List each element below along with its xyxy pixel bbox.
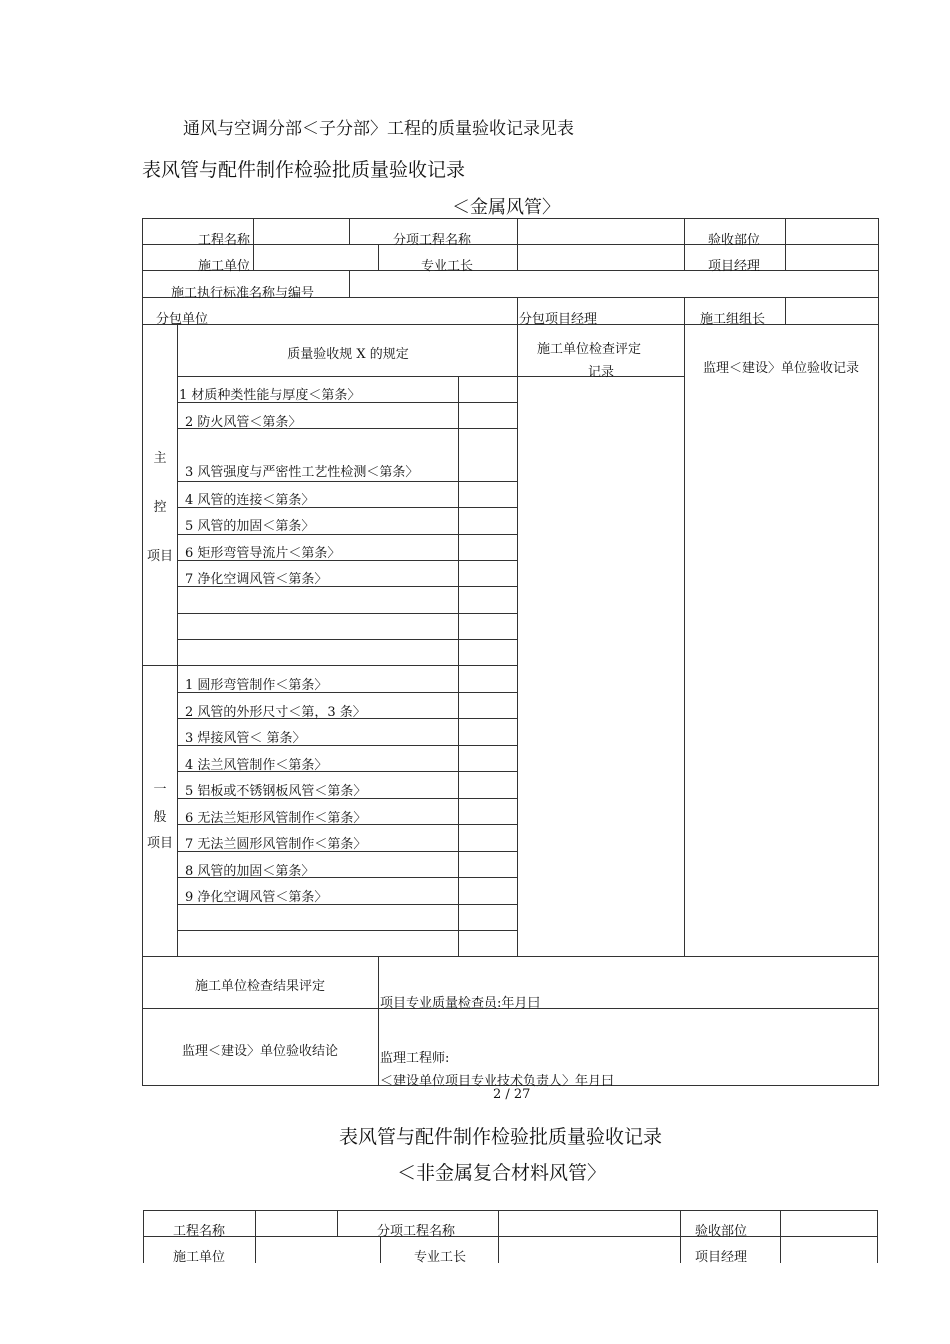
- main-item: 5 风管的加固＜第条〉: [185, 519, 315, 534]
- label-main-control: 控: [153, 500, 167, 515]
- main-item: 1 材质种类性能与厚度＜第条〉: [179, 388, 361, 403]
- general-item: 6 无法兰矩形风管制作＜第条〉: [185, 811, 367, 826]
- general-item: 9 净化空调风管＜第条〉: [185, 890, 328, 905]
- label-main-control: 主: [153, 451, 167, 466]
- label-construction-unit: 施工单位: [198, 259, 251, 274]
- table-rule: [680, 1210, 681, 1263]
- label-check-header: 施工单位检查评定: [536, 342, 642, 357]
- label-project-manager: 项目经理: [708, 259, 761, 274]
- label-construction-unit-2: 施工单位: [173, 1250, 226, 1265]
- table-rule: [349, 218, 350, 245]
- label-result: 施工单位检查结果评定: [194, 979, 326, 994]
- label-general: 般: [153, 810, 167, 825]
- table-rule: [177, 613, 518, 614]
- general-item: 4 法兰风管制作＜第条〉: [185, 758, 328, 773]
- form-subtitle-2: ＜非金属复合材料风管〉: [397, 1162, 607, 1184]
- table-rule: [517, 218, 518, 271]
- general-item: 2 风管的外形尺寸＜第，3 条〉: [185, 705, 366, 720]
- general-item: 3 焊接风管＜ 第条〉: [185, 731, 306, 746]
- label-conclusion: 监理＜建设〉单位验收结论: [181, 1044, 339, 1059]
- label-foreman-2: 专业工长: [414, 1250, 467, 1265]
- table-rule: [517, 297, 518, 957]
- table-rule: [177, 930, 518, 931]
- conclusion-signature-2: ＜建设单位项目专业技术负责人〉年月曰: [380, 1074, 615, 1089]
- main-item: 4 风管的连接＜第条〉: [185, 493, 315, 508]
- label-acceptance-dept-2: 验收部位: [695, 1224, 748, 1239]
- label-sub-project-name-2: 分项工程名称: [377, 1224, 456, 1239]
- label-team-leader: 施工组组长: [700, 312, 766, 327]
- main-item: 6 矩形弯管导流片＜第条〉: [185, 546, 341, 561]
- table-rule: [378, 244, 379, 271]
- table-rule: [255, 1210, 256, 1263]
- general-item: 7 无法兰圆形风管制作＜第条〉: [185, 837, 367, 852]
- table-rule: [684, 218, 685, 271]
- general-item: 8 风管的加固＜第条〉: [185, 864, 315, 879]
- table-rule: [337, 1210, 338, 1237]
- form-title-2: 表风管与配件制作检验批质量验收记录: [339, 1126, 663, 1148]
- label-project-name-2: 工程名称: [173, 1224, 226, 1239]
- label-project-name: 工程名称: [198, 233, 251, 248]
- label-general: 一: [153, 782, 167, 797]
- intro-text: 通风与空调分部＜子分部〉工程的质量验收记录见表: [183, 119, 574, 139]
- form-subtitle: ＜金属风管〉: [452, 197, 560, 218]
- label-foreman: 专业工长: [421, 259, 474, 274]
- label-sub-pm: 分包项目经理: [519, 312, 598, 327]
- label-acceptance-dept: 验收部位: [708, 233, 761, 248]
- table-rule: [142, 956, 879, 957]
- table-rule: [253, 218, 254, 271]
- main-item: 3 风管强度与严密性工艺性检测＜第条〉: [185, 465, 419, 480]
- label-supervision-header: 监理＜建设〉单位验收记录: [702, 361, 860, 376]
- table-rule: [378, 956, 379, 1086]
- label-sub-project-name: 分项工程名称: [393, 233, 472, 248]
- main-item: 2 防火风管＜第条〉: [185, 415, 302, 430]
- label-check-header-2: 记录: [587, 365, 615, 380]
- table-rule: [143, 1210, 878, 1211]
- main-item: 7 净化空调风管＜第条〉: [185, 572, 328, 587]
- table-rule: [349, 270, 350, 298]
- label-spec-header: 质量验收规 X 的规定: [287, 347, 409, 362]
- table-rule: [684, 297, 685, 957]
- general-item: 5 铝板或不锈钢板风管＜第条〉: [185, 784, 367, 799]
- table-rule: [177, 481, 518, 482]
- table-rule: [785, 218, 786, 271]
- conclusion-signature: 监理工程师:: [380, 1051, 450, 1066]
- form-title: 表风管与配件制作检验批质量验收记录: [142, 159, 466, 181]
- table-rule: [142, 324, 879, 325]
- label-standard: 施工执行标准名称与编号: [171, 286, 315, 301]
- label-main-control: 项目: [146, 549, 174, 564]
- table-rule: [177, 639, 518, 640]
- page-number: 2 / 27: [493, 1087, 531, 1102]
- table-rule: [143, 1236, 878, 1237]
- result-signature: 项目专业质量检查员:年月曰: [380, 996, 541, 1011]
- table-rule: [380, 1236, 381, 1263]
- table-rule: [877, 1210, 878, 1263]
- general-item: 1 圆形弯管制作＜第条〉: [185, 678, 328, 693]
- table-rule: [498, 1210, 499, 1263]
- label-general: 项目: [146, 836, 174, 851]
- label-project-manager-2: 项目经理: [695, 1250, 748, 1265]
- table-rule: [177, 665, 518, 666]
- table-rule: [177, 324, 178, 957]
- table-rule: [785, 297, 786, 325]
- table-rule: [143, 1210, 144, 1263]
- table-rule: [458, 376, 459, 957]
- table-rule: [780, 1210, 781, 1263]
- label-subcontractor: 分包单位: [156, 312, 209, 327]
- table-rule: [177, 534, 518, 535]
- table-rule: [142, 665, 178, 666]
